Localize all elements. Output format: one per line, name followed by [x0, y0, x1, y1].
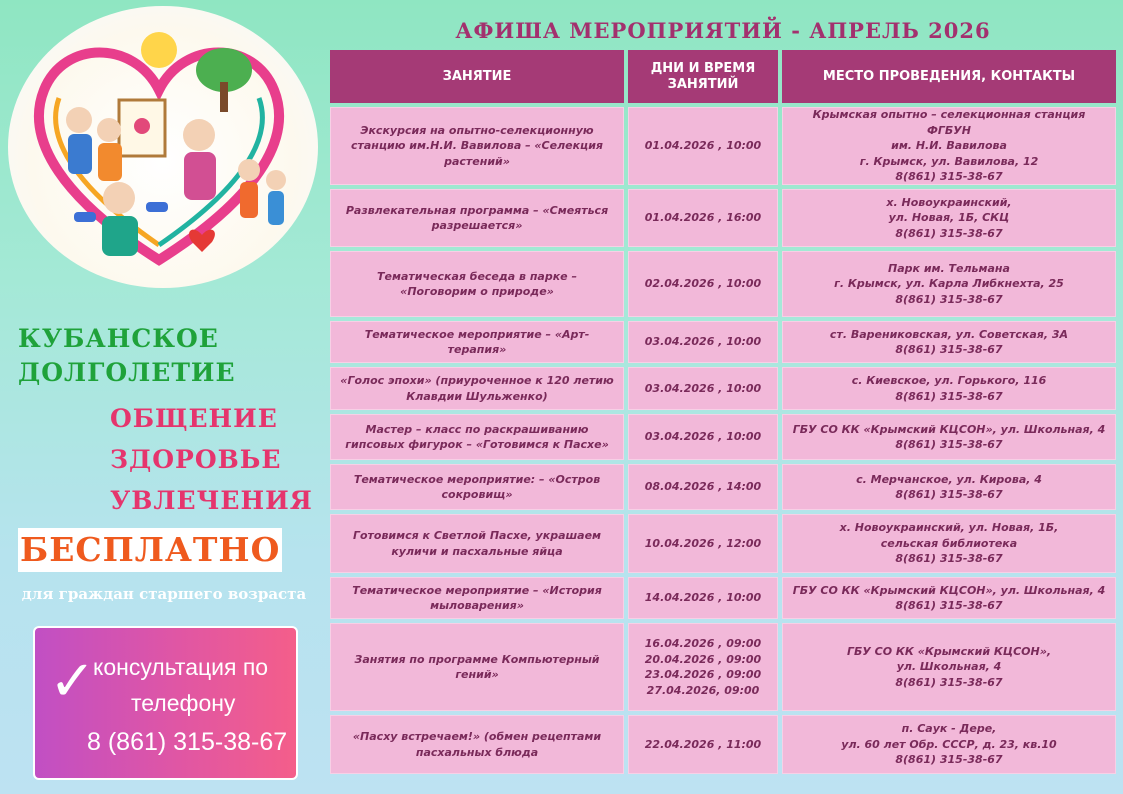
hero-illustration	[8, 6, 318, 288]
header-activity: ЗАНЯТИЕ	[330, 50, 624, 103]
row-place: ГБУ СО КК «Крымский КЦСОН», ул. Школьная, 4 8(861) 315-38-67	[782, 623, 1116, 711]
row-place: Парк им. Тельмана г. Крымск, ул. Карла Либкнехта, 25 8(861) 315-38-67	[782, 251, 1116, 317]
row-activity: Тематическая беседа в парке – «Поговорим о природе»	[330, 251, 624, 317]
row-time: 14.04.2026 , 10:00	[628, 577, 778, 619]
row-time: 01.04.2026 , 10:00	[628, 107, 778, 185]
row-place: Крымская опытно – селекционная станция ФГБУН им. Н.И. Вавилова г. Крымск, ул. Вавилова, 12 8(861) 315-38-67	[782, 107, 1116, 185]
row-activity: Мастер – класс по раскрашиванию гипсовых фигурок – «Готовимся к Пасхе»	[330, 414, 624, 460]
benefit-item: ЗДОРОВЬЕ	[110, 445, 282, 474]
row-place: ГБУ СО КК «Крымский КЦСОН», ул. Школьная, 4 8(861) 315-38-67	[782, 414, 1116, 460]
row-time: 03.04.2026 , 10:00	[628, 321, 778, 363]
consultation-box	[33, 626, 298, 780]
row-activity: «Пасху встречаем!» (обмен рецептами пасхальных блюда	[330, 715, 624, 774]
table-row	[330, 367, 1116, 410]
row-activity: Готовимся к Светлой Пасхе, украшаем куличи и пасхальные яйца	[330, 514, 624, 573]
header-place: МЕСТО ПРОВЕДЕНИЯ, КОНТАКТЫ	[782, 50, 1116, 103]
row-activity: Экскурсия на опытно-селекционную станцию им.Н.И. Вавилова – «Селекция растений»	[330, 107, 624, 185]
benefit-item: УВЛЕЧЕНИЯ	[110, 486, 313, 515]
row-time: 03.04.2026 , 10:00	[628, 367, 778, 410]
events-table	[330, 50, 1116, 778]
row-activity: «Голос эпохи» (приуроченное к 120 летию Клавдии Шульженко)	[330, 367, 624, 410]
row-time: 10.04.2026 , 12:00	[628, 514, 778, 573]
row-activity: Развлекательная программа – «Смеяться разрешается»	[330, 189, 624, 247]
brand-line-1: КУБАНСКОЕ	[18, 324, 219, 353]
row-place: ст. Варениковская, ул. Советская, 3А 8(861) 315-38-67	[782, 321, 1116, 363]
row-time: 16.04.2026 , 09:00 20.04.2026 , 09:00 23.04.2026 , 09:00 27.04.2026, 09:00	[628, 623, 778, 711]
row-activity: Тематическое мероприятие: – «Остров сокровищ»	[330, 464, 624, 510]
row-place: х. Новоукраинский, ул. Новая, 1Б, сельская библиотека 8(861) 315-38-67	[782, 514, 1116, 573]
header-time: ДНИ И ВРЕМЯ ЗАНЯТИЙ	[628, 50, 778, 103]
table-row	[330, 414, 1116, 460]
checkmark-icon: ✓	[49, 649, 96, 714]
row-place: ГБУ СО КК «Крымский КЦСОН», ул. Школьная, 4 8(861) 315-38-67	[782, 577, 1116, 619]
row-time: 01.04.2026 , 16:00	[628, 189, 778, 247]
consult-text-line-1: консультация по	[93, 654, 269, 680]
brand-line-2: ДОЛГОЛЕТИЕ	[18, 358, 236, 387]
table-row	[330, 623, 1116, 711]
table-row	[330, 715, 1116, 774]
table-row	[330, 464, 1116, 510]
row-time: 08.04.2026 , 14:00	[628, 464, 778, 510]
row-activity: Занятия по программе Компьютерный гений»	[330, 623, 624, 711]
benefits-list	[110, 398, 313, 521]
table-row	[330, 514, 1116, 573]
table-row	[330, 251, 1116, 317]
heart-illustration-icon	[24, 30, 294, 270]
table-row	[330, 189, 1116, 247]
table-row	[330, 577, 1116, 619]
row-place: п. Саук - Дере, ул. 60 лет Обр. СССР, д. 23, кв.10 8(861) 315-38-67	[782, 715, 1116, 774]
table-header-row	[330, 50, 1116, 103]
table-body	[330, 107, 1116, 774]
benefit-item: ОБЩЕНИЕ	[110, 404, 278, 433]
table-row	[330, 321, 1116, 363]
table-row	[330, 107, 1116, 185]
row-place: с. Киевское, ул. Горького, 116 8(861) 315-38-67	[782, 367, 1116, 410]
brand-title	[18, 322, 236, 390]
row-time: 02.04.2026 , 10:00	[628, 251, 778, 317]
free-badge: БЕСПЛАТНО	[18, 528, 282, 572]
row-place: с. Мерчанское, ул. Кирова, 4 8(861) 315-38-67	[782, 464, 1116, 510]
row-time: 03.04.2026 , 10:00	[628, 414, 778, 460]
row-activity: Тематическое мероприятие – «История мыловарения»	[330, 577, 624, 619]
free-subtitle: для граждан старшего возраста	[21, 585, 307, 603]
consult-text-line-2: телефону	[131, 690, 236, 716]
consult-phone[interactable]: 8 (861) 315-38-67	[87, 728, 288, 756]
row-activity: Тематическое мероприятие – «Арт-терапия»	[330, 321, 624, 363]
row-place: х. Новоукраинский, ул. Новая, 1Б, СКЦ 8(861) 315-38-67	[782, 189, 1116, 247]
page-title: АФИША МЕРОПРИЯТИЙ - АПРЕЛЬ 2026	[455, 18, 991, 43]
row-time: 22.04.2026 , 11:00	[628, 715, 778, 774]
